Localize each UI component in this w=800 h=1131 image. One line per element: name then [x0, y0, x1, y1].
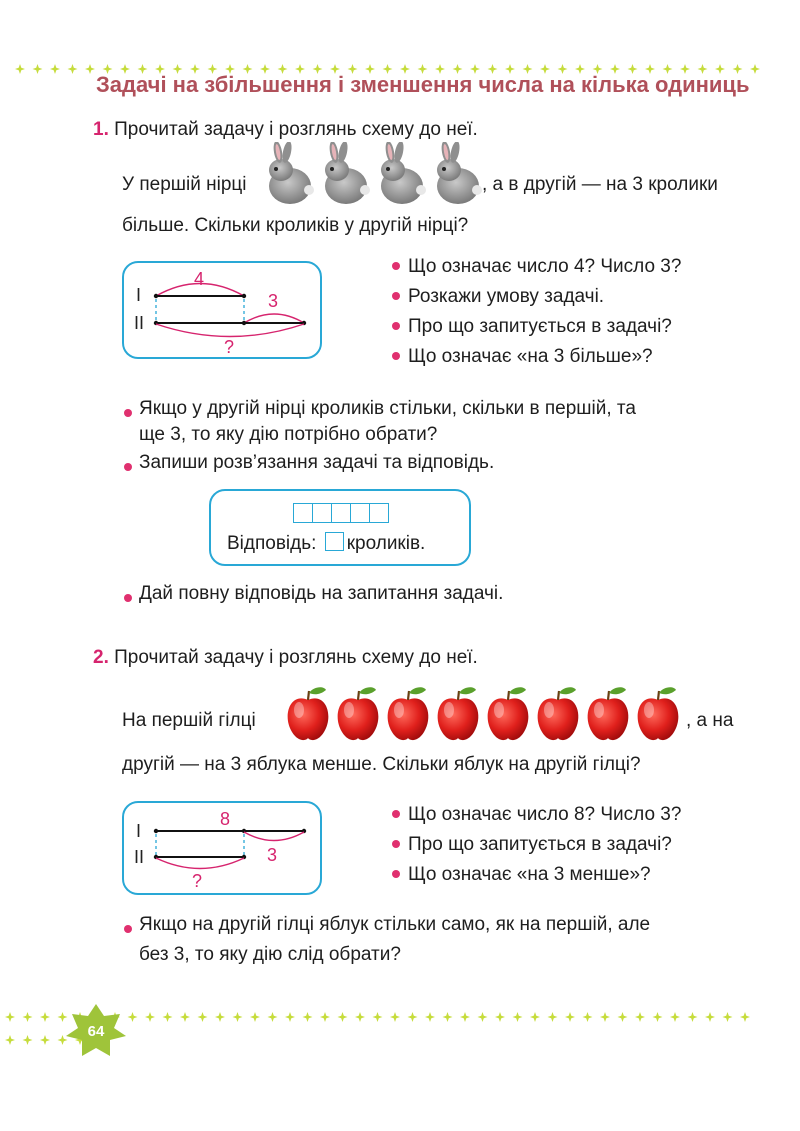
rabbit-icon	[269, 142, 314, 204]
task2-bullet1-line1: Якщо на другій гілці яблук стільки само, як на першій, але	[139, 914, 651, 935]
star-icon	[250, 1012, 260, 1022]
rabbits-picture	[262, 142, 486, 208]
star-icon	[23, 1035, 33, 1045]
star-icon	[215, 1012, 225, 1022]
task2-number: 2.	[93, 647, 109, 668]
star-icon	[338, 1012, 348, 1022]
apple-icon	[488, 687, 529, 740]
apple-icon	[638, 687, 679, 740]
star-icon	[268, 1012, 278, 1022]
bullet-icon	[392, 870, 400, 878]
scheme2-total-label: ?	[192, 871, 203, 891]
bullet-icon	[392, 322, 400, 330]
star-icon	[15, 64, 25, 74]
list-item: Що означає «на 3 більше»?	[392, 342, 681, 372]
answer-line	[227, 533, 425, 555]
bullet-icon	[124, 594, 132, 602]
star-icon	[23, 1012, 33, 1022]
star-icon	[618, 1012, 628, 1022]
scheme2-frame	[122, 801, 322, 895]
star-icon	[233, 1012, 243, 1022]
solution-cells	[293, 503, 389, 523]
star-icon	[443, 1012, 453, 1022]
star-icon	[530, 1012, 540, 1022]
task2-intro: Прочитай задачу і розглянь схему до неї.	[114, 647, 478, 668]
star-icon	[583, 1012, 593, 1022]
page-number-badge	[64, 1002, 128, 1058]
star-icon	[68, 64, 78, 74]
star-icon	[600, 1012, 610, 1022]
bullet-icon	[124, 409, 132, 417]
scheme1-total-label: ?	[224, 337, 235, 357]
star-icon	[85, 64, 95, 74]
bullet-icon	[124, 463, 132, 471]
scheme2-diagram	[124, 803, 320, 893]
list-item: Про що запитується в задачі?	[392, 830, 681, 860]
apple-icon	[588, 687, 629, 740]
list-item: Що означає число 8? Число 3?	[392, 800, 681, 830]
page-title: Задачі на збільшення і зменшення числа на кілька одиниць	[96, 72, 750, 97]
star-icon	[740, 1012, 750, 1022]
bullet-icon	[392, 840, 400, 848]
star-icon	[653, 1012, 663, 1022]
task1-bullet1-line1: Якщо у другій нірці кроликів стільки, скільки в першій, та	[139, 398, 636, 419]
answer-frame	[209, 489, 471, 566]
task1-number: 1.	[93, 119, 109, 140]
apple-icon	[338, 687, 379, 740]
apple-icon	[288, 687, 329, 740]
scheme2-top-label: 8	[220, 809, 231, 829]
scheme2-row1-label: I	[136, 821, 142, 841]
apple-icon	[438, 687, 479, 740]
page-number: 64	[87, 1023, 105, 1040]
task1-heading	[93, 119, 478, 141]
scheme1-row2-label: II	[134, 313, 145, 333]
star-icon	[705, 1012, 715, 1022]
bullet-icon	[392, 292, 400, 300]
scheme1-top-label: 4	[194, 269, 205, 289]
bullet-icon	[392, 262, 400, 270]
task2-heading	[93, 647, 478, 669]
list-item: Розкажи умову задачі.	[392, 282, 681, 312]
star-icon	[128, 1012, 138, 1022]
star-icon	[750, 64, 760, 74]
star-icon	[495, 1012, 505, 1022]
task1-intro: Прочитай задачу і розглянь схему до неї.	[114, 119, 478, 140]
task2-text-after: , а на	[686, 710, 734, 731]
star-icon	[478, 1012, 488, 1022]
bullet-icon	[392, 352, 400, 360]
list-item: Що означає «на 3 менше»?	[392, 860, 681, 890]
scheme1-frame	[122, 261, 322, 359]
answer-suffix: кроликів.	[346, 533, 426, 554]
star-icon	[688, 1012, 698, 1022]
rabbit-icon	[437, 142, 482, 204]
star-icon	[320, 1012, 330, 1022]
rabbit-icon	[381, 142, 426, 204]
star-icon	[163, 1012, 173, 1022]
star-icon	[565, 1012, 575, 1022]
star-icon	[303, 1012, 313, 1022]
task1-bullet1-line2: ще 3, то яку дію потрібно обрати?	[139, 424, 438, 445]
star-icon	[33, 64, 43, 74]
star-icon	[460, 1012, 470, 1022]
solution-cell[interactable]	[370, 503, 389, 523]
task2-bullet1-line2: без 3, то яку дію слід обрати?	[139, 944, 401, 965]
star-icon	[355, 1012, 365, 1022]
scheme1-diff-label: 3	[268, 291, 279, 311]
star-icon	[723, 1012, 733, 1022]
scheme1-diagram	[124, 263, 320, 357]
task1-text-line2: більше. Скільки кроликів у другій нірці?	[122, 215, 469, 236]
rabbit-icon	[325, 142, 370, 204]
task1-bullet3: Дай повну відповідь на запитання задачі.	[139, 583, 504, 604]
task2-text-line2: другій — на 3 яблука менше. Скільки яблук на другій гілці?	[122, 754, 641, 775]
task1-bullet2: Запиши розв’язання задачі та відповідь.	[139, 452, 495, 473]
task2-text-before: На першій гілці	[122, 710, 256, 731]
solution-cell[interactable]	[351, 503, 370, 523]
star-icon	[198, 1012, 208, 1022]
star-icon	[670, 1012, 680, 1022]
solution-cell[interactable]	[293, 503, 313, 523]
apple-icon	[538, 687, 579, 740]
star-icon	[40, 1012, 50, 1022]
scheme2-diff-label: 3	[267, 845, 278, 865]
star-icon	[635, 1012, 645, 1022]
star-icon	[5, 1012, 15, 1022]
scheme1-row1-label: I	[136, 285, 142, 305]
star-icon	[40, 1035, 50, 1045]
bullet-icon	[392, 810, 400, 818]
star-icon	[513, 1012, 523, 1022]
solution-cell[interactable]	[332, 503, 351, 523]
scheme2-row2-label: II	[134, 847, 145, 867]
task2-question-list	[392, 800, 681, 890]
apples-picture	[284, 686, 684, 744]
star-icon	[50, 64, 60, 74]
star-icon	[145, 1012, 155, 1022]
bullet-icon	[124, 925, 132, 933]
task1-text-after: , а в другій — на 3 кролики	[482, 174, 718, 195]
apple-icon	[388, 687, 429, 740]
list-item: Що означає число 4? Число 3?	[392, 252, 681, 282]
star-icon	[373, 1012, 383, 1022]
star-icon	[390, 1012, 400, 1022]
star-icon	[425, 1012, 435, 1022]
list-item: Про що запитується в задачі?	[392, 312, 681, 342]
star-icon	[180, 1012, 190, 1022]
star-icon	[408, 1012, 418, 1022]
solution-cell[interactable]	[313, 503, 332, 523]
answer-prefix: Відповідь:	[227, 533, 317, 554]
task1-text-before: У першій нірці	[122, 174, 247, 195]
task1-question-list	[392, 252, 681, 372]
star-icon	[285, 1012, 295, 1022]
star-icon	[548, 1012, 558, 1022]
answer-cell[interactable]	[325, 532, 344, 551]
star-icon	[5, 1035, 15, 1045]
